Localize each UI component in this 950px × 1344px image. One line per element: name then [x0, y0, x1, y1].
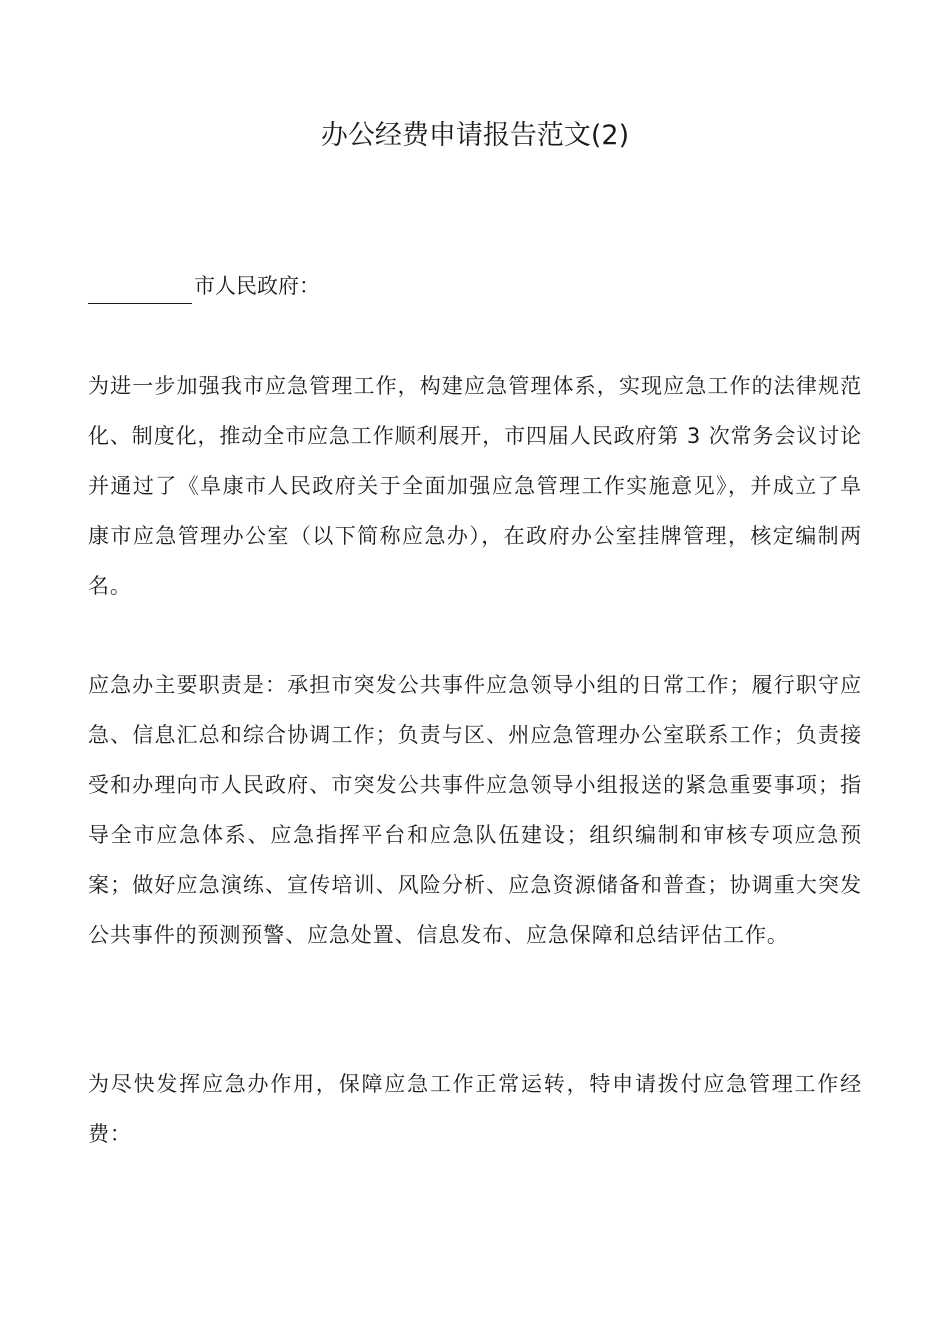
paragraph-request: 为尽快发挥应急办作用，保障应急工作正常运转，特申请拨付应急管理工作经费：	[88, 1072, 862, 1146]
paragraph-background: 为进一步加强我市应急管理工作，构建应急管理体系，实现应急工作的法律规范化、制度化，推动全市应急工作顺利展开，市四届人民政府第 3 次常务会议讨论并通过了《阜康市人民政府关于全面加强应急管理工作实施意见》，并成立了阜康市应急管理办公室（以下简称应急办），在政府办公室挂牌管理，核定编制两名。	[88, 374, 863, 598]
document-title: 办公经费申请报告范文(2)	[320, 120, 630, 151]
fill-in-blank	[88, 277, 192, 304]
paragraph-duties: 应急办主要职责是：承担市突发公共事件应急领导小组的日常工作；履行职守应急、信息汇总和综合协调工作；负责与区、州应急管理办公室联系工作；负责接受和办理向市人民政府、市突发公共事件应急领导小组报送的紧急重要事项；指导全市应急体系、应急指挥平台和应急队伍建设；组织编制和审核专项应急预案；做好应急演练、宣传培训、风险分析、应急资源储备和普查；协调重大突发公共事件的预测预警、应急处置、信息发布、应急保障和总结评估工作。	[88, 673, 862, 947]
salutation-text: 市人民政府：	[194, 274, 320, 298]
salutation	[88, 268, 320, 304]
